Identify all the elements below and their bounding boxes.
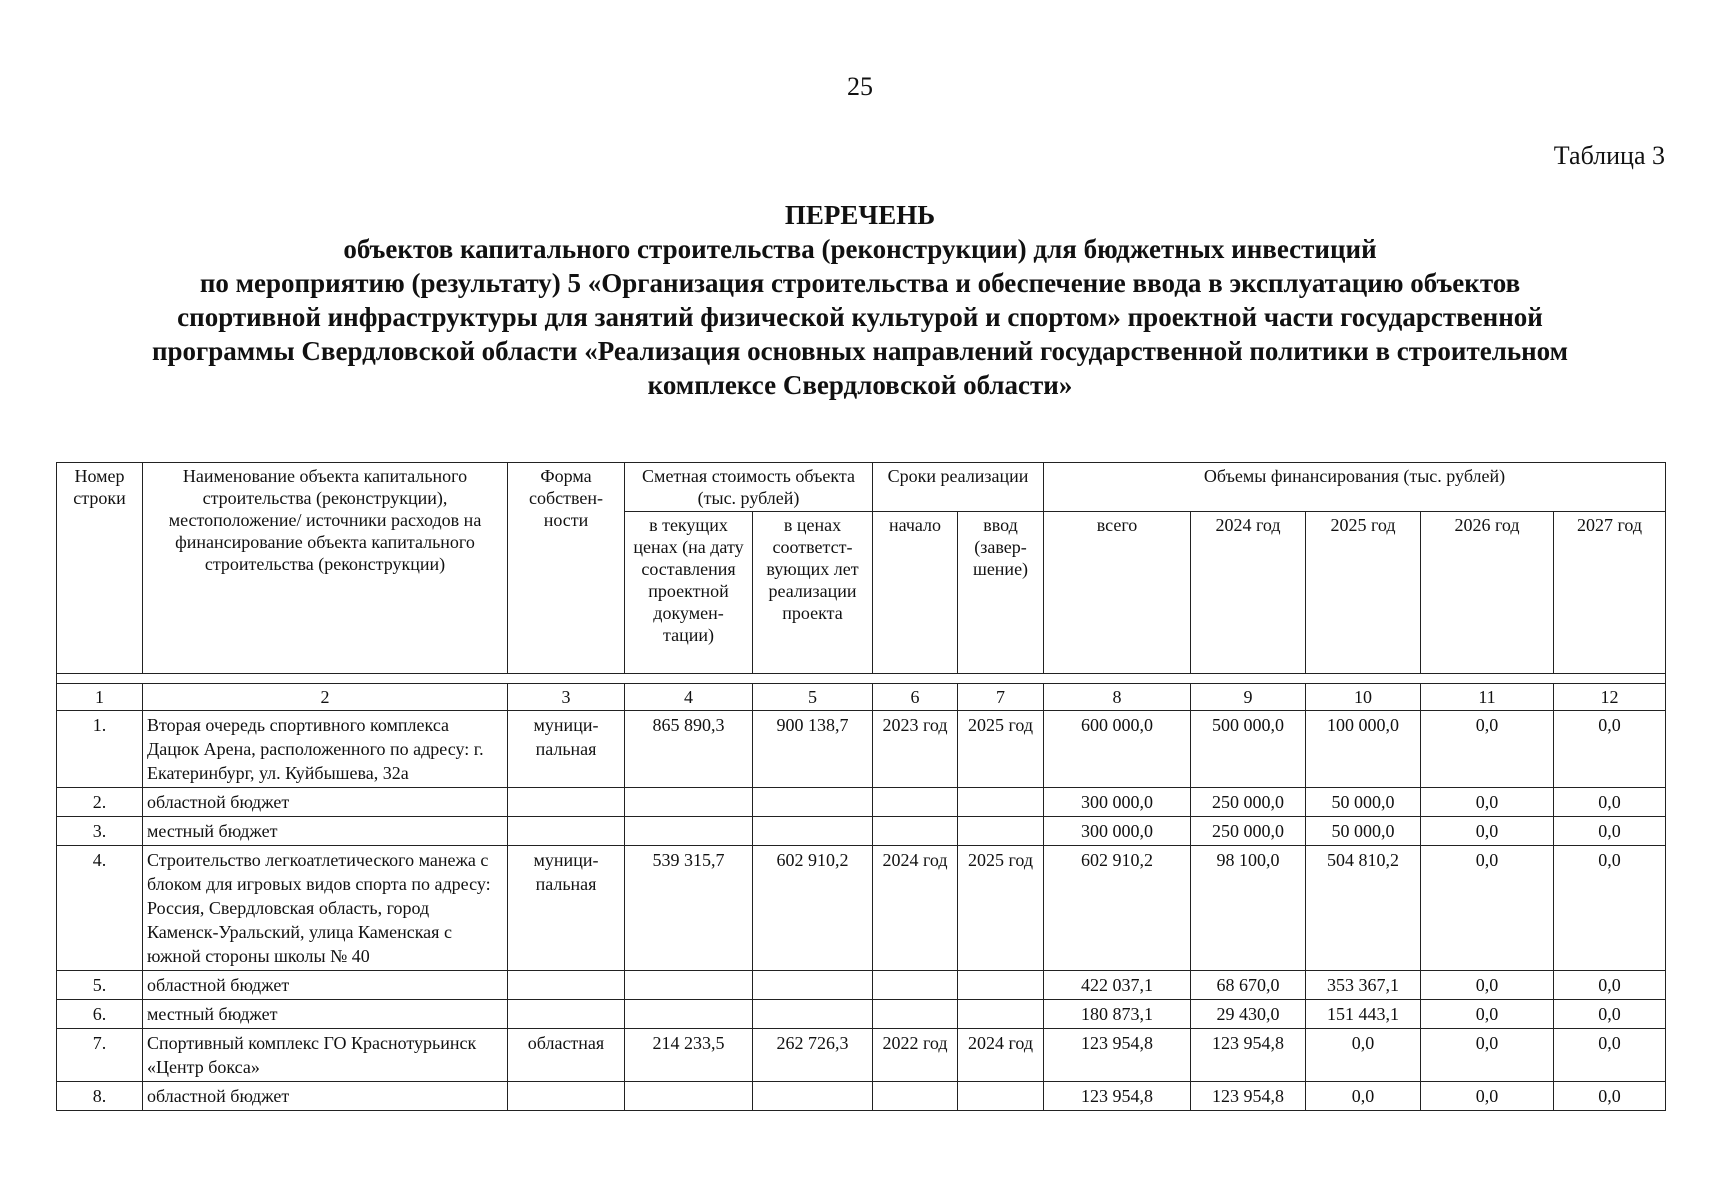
financing-2027-cell: 0,0 — [1554, 971, 1666, 1000]
ownership-cell — [508, 971, 625, 1000]
financing-2026-cell: 0,0 — [1421, 1000, 1554, 1029]
column-number: 3 — [508, 684, 625, 711]
table-row — [57, 1082, 1666, 1111]
completion-year-cell — [958, 788, 1044, 817]
ownership-cell — [508, 1000, 625, 1029]
cost-current-cell — [625, 1000, 753, 1029]
header-separator — [57, 674, 1666, 684]
financing-total-cell: 180 873,1 — [1044, 1000, 1191, 1029]
table-row — [57, 817, 1666, 846]
header-financing: Объемы финансирования (тыс. рублей) — [1044, 463, 1666, 512]
row-number-cell: 5. — [57, 971, 143, 1000]
financing-2025-cell: 50 000,0 — [1306, 788, 1421, 817]
financing-2025-cell: 0,0 — [1306, 1029, 1421, 1082]
financing-2024-cell: 29 430,0 — [1191, 1000, 1306, 1029]
ownership-cell: муници-пальная — [508, 711, 625, 788]
title-line: комплексе Свердловской области» — [647, 370, 1073, 400]
financing-total-cell: 600 000,0 — [1044, 711, 1191, 788]
financing-2025-cell: 504 810,2 — [1306, 846, 1421, 971]
object-name-cell: Спортивный комплекс ГО Краснотурьинск «Центр бокса» — [143, 1029, 508, 1082]
financing-total-cell: 123 954,8 — [1044, 1029, 1191, 1082]
header-row-number: Номер строки — [57, 463, 143, 674]
table-row — [57, 711, 1666, 788]
financing-2026-cell: 0,0 — [1421, 971, 1554, 1000]
table-label: Таблица 3 — [1553, 141, 1665, 170]
financing-2024-cell: 500 000,0 — [1191, 711, 1306, 788]
completion-year-cell — [958, 1000, 1044, 1029]
financing-2024-cell: 68 670,0 — [1191, 971, 1306, 1000]
title-line: спортивной инфраструктуры для занятий физической культурой и спортом» проектной части государственной — [177, 302, 1543, 332]
completion-year-cell: 2025 год — [958, 846, 1044, 971]
ownership-cell — [508, 1082, 625, 1111]
financing-2025-cell: 0,0 — [1306, 1082, 1421, 1111]
financing-2027-cell: 0,0 — [1554, 788, 1666, 817]
ownership-cell: муници-пальная — [508, 846, 625, 971]
header-ownership: Форма собствен-ности — [508, 463, 625, 674]
objects-table — [56, 462, 1666, 1111]
header-completion: ввод (завер-шение) — [958, 512, 1044, 674]
cost-years-cell: 602 910,2 — [753, 846, 873, 971]
header-terms: Сроки реализации — [873, 463, 1044, 512]
document-title — [80, 198, 1640, 402]
column-number: 4 — [625, 684, 753, 711]
column-number: 11 — [1421, 684, 1554, 711]
ownership-cell — [508, 817, 625, 846]
column-number: 1 — [57, 684, 143, 711]
cost-current-cell — [625, 1082, 753, 1111]
object-name-cell: областной бюджет — [143, 971, 508, 1000]
start-year-cell — [873, 788, 958, 817]
financing-2024-cell: 98 100,0 — [1191, 846, 1306, 971]
financing-2026-cell: 0,0 — [1421, 788, 1554, 817]
completion-year-cell — [958, 1082, 1044, 1111]
financing-2026-cell: 0,0 — [1421, 817, 1554, 846]
table-row — [57, 788, 1666, 817]
object-name-cell: местный бюджет — [143, 817, 508, 846]
cost-years-cell: 262 726,3 — [753, 1029, 873, 1082]
ownership-cell: областная — [508, 1029, 625, 1082]
start-year-cell — [873, 1082, 958, 1111]
financing-2024-cell: 250 000,0 — [1191, 817, 1306, 846]
table-row — [57, 1029, 1666, 1082]
title-line: программы Свердловской области «Реализация основных направлений государственной политики в строительном — [151, 336, 1569, 366]
object-name-cell: Строительство легкоатлетического манежа с блоком для игровых видов спорта по адресу: Россия, Свердловская область, город Каменск-Уральский, улица Каменская с южной стороны школы № 40 — [143, 846, 508, 971]
object-name-cell: Вторая очередь спортивного комплекса Дацюк Арена, расположенного по адресу: г. Екатеринбург, ул. Куйбышева, 32а — [143, 711, 508, 788]
cost-current-cell: 539 315,7 — [625, 846, 753, 971]
financing-2025-cell: 50 000,0 — [1306, 817, 1421, 846]
financing-total-cell: 602 910,2 — [1044, 846, 1191, 971]
financing-2027-cell: 0,0 — [1554, 1029, 1666, 1082]
completion-year-cell — [958, 817, 1044, 846]
financing-2027-cell: 0,0 — [1554, 846, 1666, 971]
financing-2027-cell: 0,0 — [1554, 711, 1666, 788]
financing-total-cell: 123 954,8 — [1044, 1082, 1191, 1111]
completion-year-cell: 2025 год — [958, 711, 1044, 788]
header-2026: 2026 год — [1421, 512, 1554, 674]
start-year-cell — [873, 817, 958, 846]
header-total: всего — [1044, 512, 1191, 674]
completion-year-cell: 2024 год — [958, 1029, 1044, 1082]
column-number: 10 — [1306, 684, 1421, 711]
object-name-cell: местный бюджет — [143, 1000, 508, 1029]
cost-current-cell — [625, 788, 753, 817]
column-number: 8 — [1044, 684, 1191, 711]
cost-years-cell — [753, 1000, 873, 1029]
header-estimated-cost: Сметная стоимость объекта (тыс. рублей) — [625, 463, 873, 512]
financing-2026-cell: 0,0 — [1421, 1029, 1554, 1082]
cost-current-cell: 865 890,3 — [625, 711, 753, 788]
title-line: объектов капитального строительства (реконструкции) для бюджетных инвестиций — [343, 234, 1377, 264]
row-number-cell: 6. — [57, 1000, 143, 1029]
header-2025: 2025 год — [1306, 512, 1421, 674]
page-number: 25 — [847, 72, 873, 101]
column-number: 6 — [873, 684, 958, 711]
cost-current-cell — [625, 971, 753, 1000]
column-number: 9 — [1191, 684, 1306, 711]
financing-2025-cell: 353 367,1 — [1306, 971, 1421, 1000]
financing-2024-cell: 123 954,8 — [1191, 1082, 1306, 1111]
financing-2027-cell: 0,0 — [1554, 817, 1666, 846]
header-start: начало — [873, 512, 958, 674]
header-cost-years: в ценах соответст-вующих лет реализации проекта — [753, 512, 873, 674]
financing-total-cell: 300 000,0 — [1044, 788, 1191, 817]
object-name-cell: областной бюджет — [143, 788, 508, 817]
title-line: ПЕРЕЧЕНЬ — [784, 200, 936, 230]
ownership-cell — [508, 788, 625, 817]
financing-2026-cell: 0,0 — [1421, 1082, 1554, 1111]
financing-2025-cell: 100 000,0 — [1306, 711, 1421, 788]
table-row — [57, 846, 1666, 971]
table-row — [57, 971, 1666, 1000]
table-body — [57, 711, 1666, 1111]
financing-2024-cell: 123 954,8 — [1191, 1029, 1306, 1082]
header-cost-current: в текущих ценах (на дату составления проектной докумен-тации) — [625, 512, 753, 674]
cost-years-cell — [753, 788, 873, 817]
row-number-cell: 8. — [57, 1082, 143, 1111]
start-year-cell: 2023 год — [873, 711, 958, 788]
financing-2027-cell: 0,0 — [1554, 1082, 1666, 1111]
header-2027: 2027 год — [1554, 512, 1666, 674]
table-row — [57, 1000, 1666, 1029]
row-number-cell: 4. — [57, 846, 143, 971]
start-year-cell — [873, 1000, 958, 1029]
column-number: 7 — [958, 684, 1044, 711]
row-number-cell: 7. — [57, 1029, 143, 1082]
column-number: 2 — [143, 684, 508, 711]
start-year-cell — [873, 971, 958, 1000]
cost-years-cell — [753, 1082, 873, 1111]
cost-years-cell — [753, 817, 873, 846]
row-number-cell: 1. — [57, 711, 143, 788]
financing-2027-cell: 0,0 — [1554, 1000, 1666, 1029]
column-number: 5 — [753, 684, 873, 711]
object-name-cell: областной бюджет — [143, 1082, 508, 1111]
start-year-cell: 2024 год — [873, 846, 958, 971]
financing-2026-cell: 0,0 — [1421, 711, 1554, 788]
header-object-name: Наименование объекта капитального строительства (реконструкции), местоположение/ источники расходов на финансирование объекта капитального строительства (реконструкции) — [143, 463, 508, 674]
financing-total-cell: 422 037,1 — [1044, 971, 1191, 1000]
financing-2026-cell: 0,0 — [1421, 846, 1554, 971]
row-number-cell: 2. — [57, 788, 143, 817]
title-line: по мероприятию (результату) 5 «Организация строительства и обеспечение ввода в эксплуатацию объектов — [199, 268, 1521, 298]
start-year-cell: 2022 год — [873, 1029, 958, 1082]
header-2024: 2024 год — [1191, 512, 1306, 674]
column-number: 12 — [1554, 684, 1666, 711]
financing-2025-cell: 151 443,1 — [1306, 1000, 1421, 1029]
completion-year-cell — [958, 971, 1044, 1000]
financing-total-cell: 300 000,0 — [1044, 817, 1191, 846]
cost-years-cell — [753, 971, 873, 1000]
cost-years-cell: 900 138,7 — [753, 711, 873, 788]
cost-current-cell: 214 233,5 — [625, 1029, 753, 1082]
cost-current-cell — [625, 817, 753, 846]
row-number-cell: 3. — [57, 817, 143, 846]
financing-2024-cell: 250 000,0 — [1191, 788, 1306, 817]
